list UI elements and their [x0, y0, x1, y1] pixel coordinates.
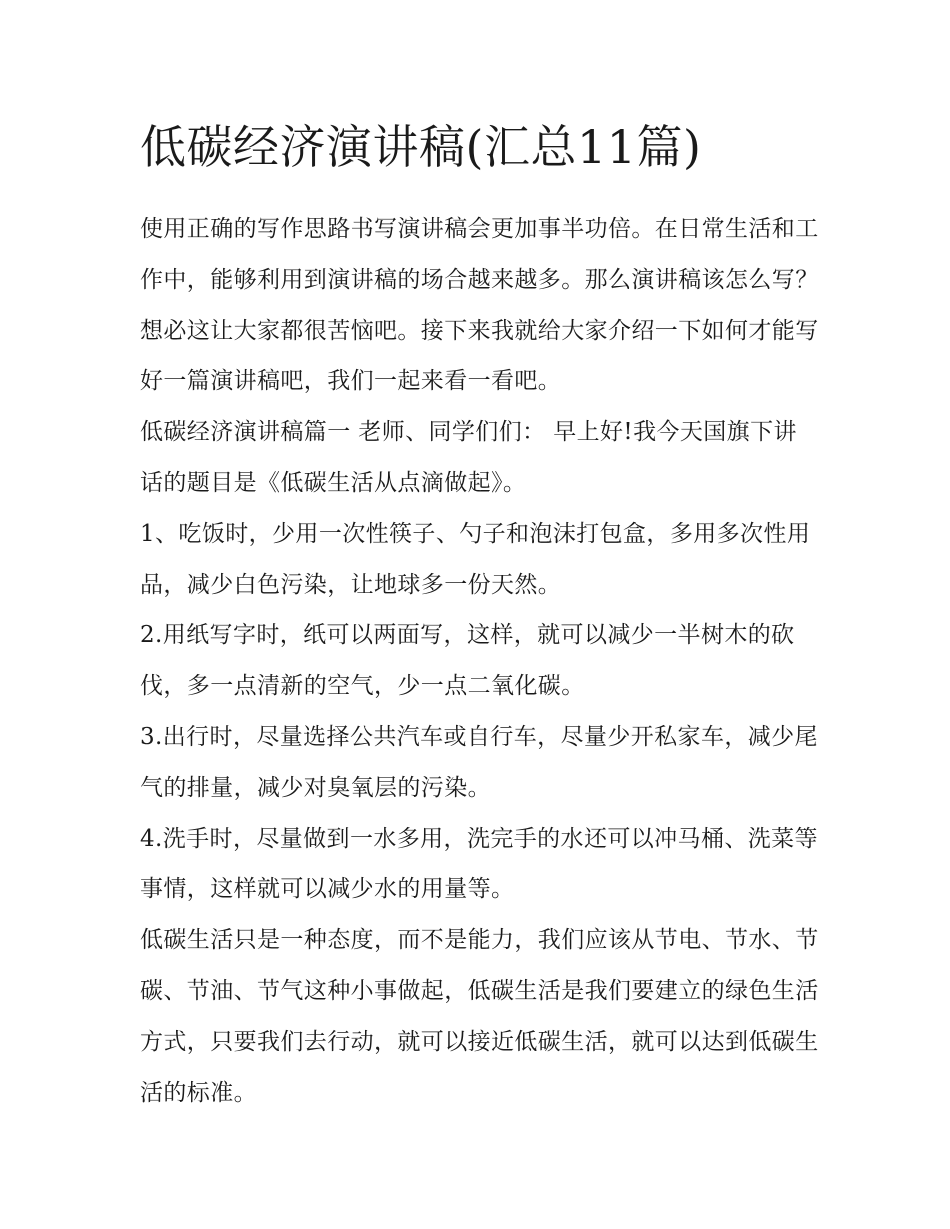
tip-paragraph-2: 2.用纸写字时，纸可以两面写，这样，就可以减少一半树木的砍伐，多一点清新的空气，少一点二氧化碳。	[140, 622, 795, 700]
document-body	[140, 112, 820, 1118]
tip-paragraph-1: 1、吃饭时，少用一次性筷子、勺子和泡沫打包盒，多用多次性用品，减少白色污染，让地球多一份天然。	[140, 520, 811, 598]
intro-paragraph: 使用正确的写作思路书写演讲稿会更加事半功倍。在日常生活和工作中，能够利用到演讲稿的场合越来越多。那么演讲稿该怎么写？想必这让大家都很苦恼吧。接下来我就给大家介绍一下如何才能写好一篇演讲稿吧，我们一起来看一看吧。	[140, 216, 819, 395]
conclusion-paragraph: 低碳生活只是一种态度，而不是能力，我们应该从节电、节水、节碳、节油、节气这种小事做起，低碳生活是我们要建立的绿色生活方式，只要我们去行动，就可以接近低碳生活，就可以达到低碳生活的标准。	[140, 927, 819, 1106]
tip-paragraph-3: 3.出行时，尽量选择公共汽车或自行车，尽量少开私家车，减少尾气的排量，减少对臭氧层的污染。	[140, 723, 818, 801]
speech-opening-paragraph: 低碳经济演讲稿篇一 老师、同学们们： 早上好!我今天国旗下讲话的题目是《低碳生活从点滴做起》。	[140, 419, 797, 496]
tip-paragraph-4: 4.洗手时，尽量做到一水多用，洗完手的水还可以冲马桶、洗菜等事情，这样就可以减少水的用量等。	[140, 825, 818, 903]
document-title: 低碳经济演讲稿(汇总11篇)	[140, 120, 702, 174]
